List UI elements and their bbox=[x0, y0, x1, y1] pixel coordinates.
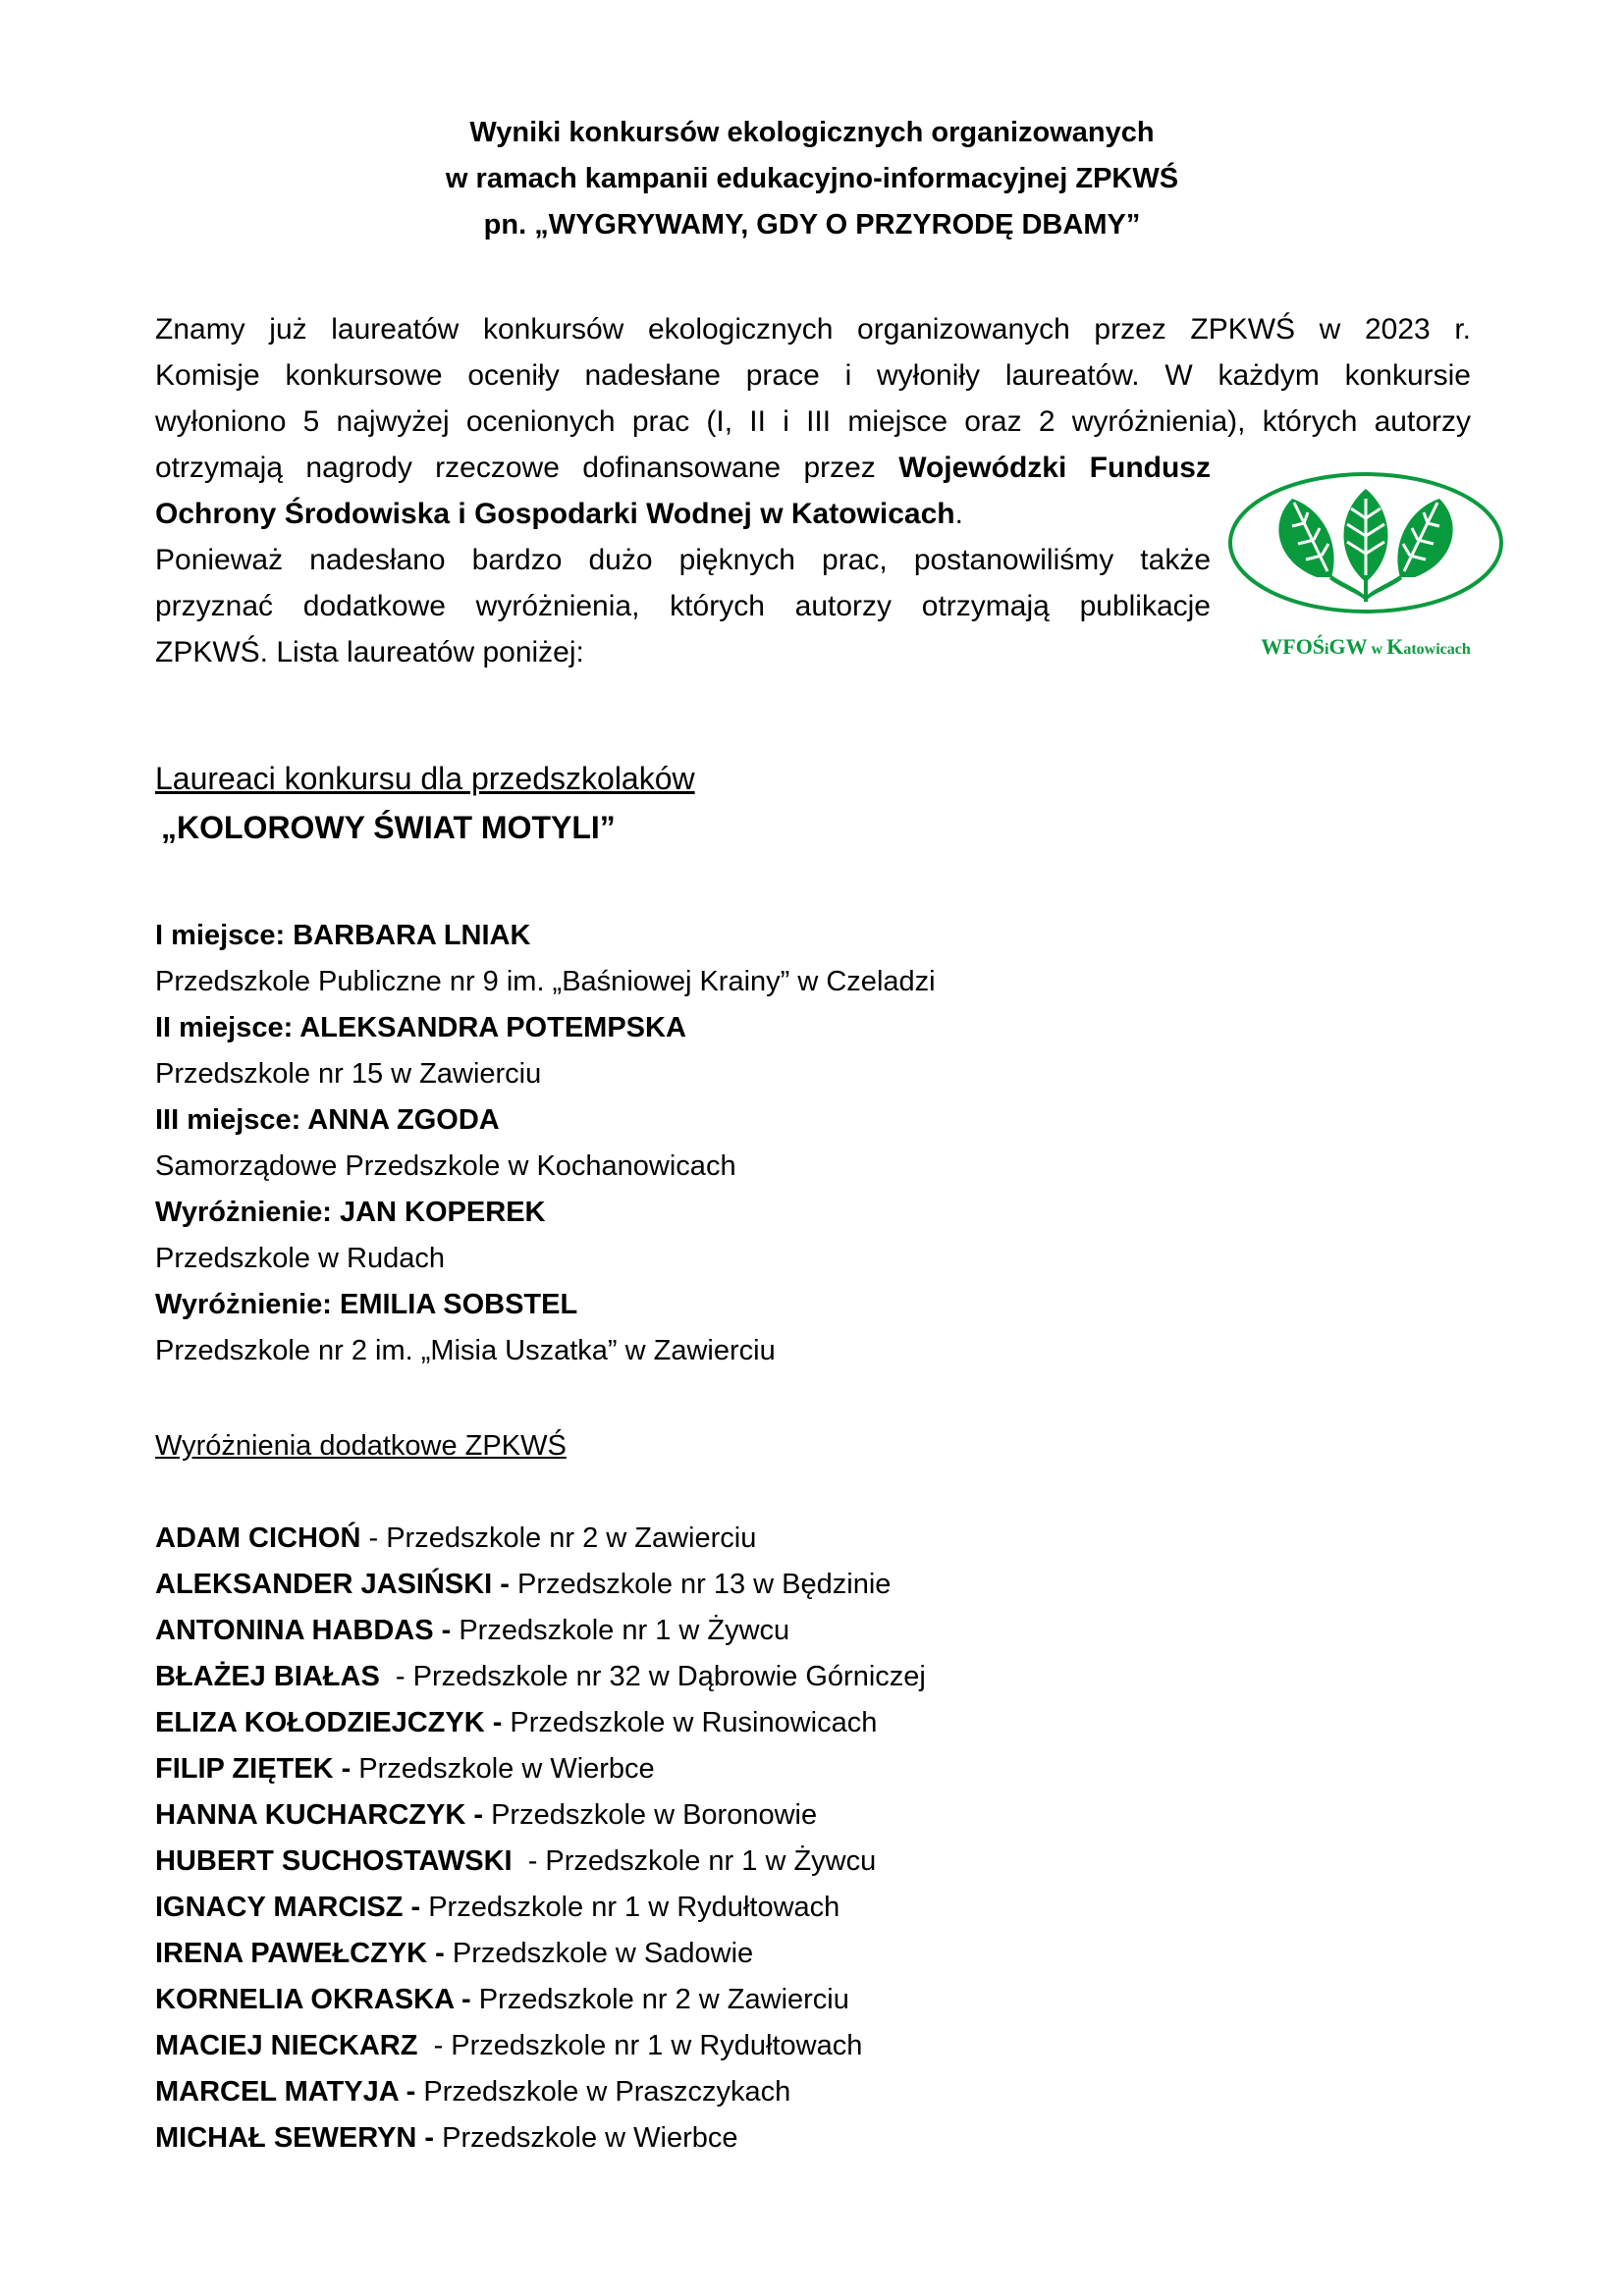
award-name: BŁAŻEJ BIAŁAS bbox=[155, 1661, 380, 1692]
laureate-school: Przedszkole nr 15 w Zawierciu bbox=[155, 1058, 542, 1090]
laureate-school: Przedszkole w Rudach bbox=[155, 1243, 445, 1274]
list-item bbox=[155, 1839, 926, 1885]
list-item bbox=[155, 2069, 926, 2115]
award-name: IRENA PAWEŁCZYK - bbox=[155, 1938, 445, 1969]
award-school: - Przedszkole nr 2 w Zawierciu bbox=[360, 1522, 757, 1554]
award-school: Przedszkole w Sadowie bbox=[444, 1938, 754, 1969]
award-name: MARCEL MATYJA - bbox=[155, 2076, 416, 2108]
intro-line-3: wyłoniono 5 najwyżej ocenionych prac (I, II i III miejsce oraz 2 wyróżnienia), których autorzy bbox=[155, 405, 1471, 438]
title-line-3: pn. „WYGRYWAMY, GDY O PRZYRODĘ DBAMY” bbox=[483, 209, 1141, 240]
award-school: - Przedszkole nr 1 w Żywcu bbox=[512, 1845, 877, 1877]
laureate-place: I miejsce: BARBARA LNIAK bbox=[155, 920, 531, 951]
award-name: ADAM CICHOŃ bbox=[155, 1522, 361, 1554]
award-school: Przedszkole nr 1 w Żywcu bbox=[451, 1615, 790, 1646]
logo-caption: WFOŚiGW w Katowicach bbox=[1261, 634, 1471, 659]
intro-line-4 bbox=[155, 445, 1211, 491]
award-name: MACIEJ NIECKARZ bbox=[155, 2030, 418, 2061]
award-name: FILIP ZIĘTEK - bbox=[155, 1753, 352, 1785]
section-heading bbox=[155, 754, 695, 852]
laureate-place: Wyróżnienie: JAN KOPEREK bbox=[155, 1197, 546, 1228]
intro-line-5 bbox=[155, 491, 1211, 537]
award-name: KORNELIA OKRASKA - bbox=[155, 1984, 471, 2015]
award-name: ALEKSANDER JASIŃSKI - bbox=[155, 1569, 510, 1600]
list-item bbox=[155, 2023, 926, 2069]
list-item bbox=[155, 1931, 926, 1977]
award-school: Przedszkole w Rusinowicach bbox=[502, 1707, 878, 1738]
award-school: Przedszkole w Boronowie bbox=[483, 1799, 818, 1831]
section-title: Laureaci konkursu dla przedszkolaków bbox=[155, 761, 695, 796]
list-item bbox=[155, 1746, 926, 1792]
award-school: Przedszkole w Wierbce bbox=[434, 2122, 738, 2154]
intro-line-8: ZPKWŚ. Lista laureatów poniżej: bbox=[155, 636, 584, 668]
list-item bbox=[155, 1516, 926, 1562]
award-school: - Przedszkole nr 1 w Rydułtowach bbox=[417, 2030, 863, 2061]
document-title bbox=[0, 110, 1624, 248]
intro-line-2: Komisje konkursowe oceniły nadesłane prace i wyłoniły laureatów. W każdym konkursie bbox=[155, 359, 1471, 392]
extra-awards-list bbox=[155, 1516, 926, 2162]
intro-line-6: Ponieważ nadesłano bardzo dużo pięknych prac, postanowiliśmy także bbox=[155, 544, 1211, 576]
award-name: MICHAŁ SEWERYN - bbox=[155, 2122, 435, 2154]
award-school: Przedszkole nr 2 w Zawierciu bbox=[470, 1984, 849, 2015]
wfosigw-logo bbox=[1223, 469, 1508, 666]
list-item bbox=[155, 1792, 926, 1839]
award-school: Przedszkole nr 13 w Będzinie bbox=[509, 1569, 892, 1600]
award-school: - Przedszkole nr 32 w Dąbrowie Górniczej bbox=[379, 1661, 926, 1692]
laureate-place: Wyróżnienie: EMILIA SOBSTEL bbox=[155, 1289, 578, 1320]
award-name: HUBERT SUCHOSTAWSKI bbox=[155, 1845, 513, 1877]
award-school: Przedszkole w Wierbce bbox=[351, 1753, 655, 1785]
intro-paragraph-continued bbox=[155, 445, 1211, 675]
list-item bbox=[155, 1700, 926, 1746]
award-name: ELIZA KOŁODZIEJCZYK - bbox=[155, 1707, 503, 1738]
laureates-list bbox=[155, 913, 936, 1374]
award-name: HANNA KUCHARCZYK - bbox=[155, 1799, 484, 1831]
award-name: IGNACY MARCISZ - bbox=[155, 1892, 421, 1923]
contest-name: „KOLOROWY ŚWIAT MOTYLI” bbox=[161, 810, 616, 845]
title-line-2: w ramach kampanii edukacyjno-informacyjnej ZPKWŚ bbox=[445, 163, 1179, 194]
list-item bbox=[155, 1885, 926, 1931]
intro-line-1: Znamy już laureatów konkursów ekologicznych organizowanych przez ZPKWŚ w 2023 r. bbox=[155, 313, 1471, 346]
list-item bbox=[155, 1654, 926, 1700]
fund-name-part-2: Ochrony Środowiska i Gospodarki Wodnej w Katowicach bbox=[155, 498, 955, 530]
laureate-school: Przedszkole Publiczne nr 9 im. „Baśniowej Krainy” w Czeladzi bbox=[155, 966, 936, 997]
intro-line-5-text: . bbox=[954, 498, 963, 530]
list-item bbox=[155, 2115, 926, 2162]
extra-awards-heading: Wyróżnienia dodatkowe ZPKWŚ bbox=[155, 1430, 567, 1462]
laureate-school: Samorządowe Przedszkole w Kochanowicach bbox=[155, 1150, 736, 1182]
list-item bbox=[155, 1608, 926, 1654]
laureate-place: III miejsce: ANNA ZGODA bbox=[155, 1104, 500, 1136]
award-name: ANTONINA HABDAS - bbox=[155, 1615, 452, 1646]
award-school: Przedszkole nr 1 w Rydułtowach bbox=[420, 1892, 840, 1923]
fund-name-part-1: Wojewódzki Fundusz bbox=[898, 452, 1211, 484]
intro-line-7: przyznać dodatkowe wyróżnienia, których autorzy otrzymają publikacje bbox=[155, 590, 1211, 622]
intro-paragraph bbox=[155, 306, 1471, 445]
leaf-icon bbox=[1223, 469, 1508, 666]
laureate-place: II miejsce: ALEKSANDRA POTEMPSKA bbox=[155, 1012, 686, 1043]
laureate-school: Przedszkole nr 2 im. „Misia Uszatka” w Zawierciu bbox=[155, 1335, 776, 1366]
list-item bbox=[155, 1562, 926, 1608]
award-school: Przedszkole w Praszczykach bbox=[415, 2076, 791, 2108]
title-line-1: Wyniki konkursów ekologicznych organizowanych bbox=[469, 117, 1155, 148]
list-item bbox=[155, 1977, 926, 2023]
intro-line-4-text: otrzymają nagrody rzeczowe dofinansowane przez bbox=[155, 452, 899, 484]
